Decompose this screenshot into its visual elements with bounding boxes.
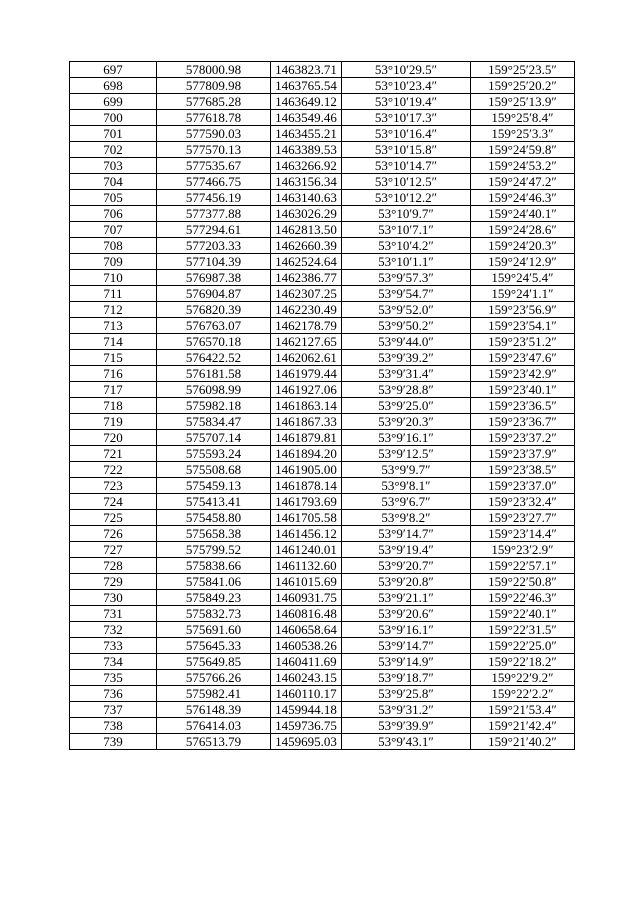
point-number-cell: 734 xyxy=(70,654,157,670)
table-row xyxy=(70,110,575,126)
y-coordinate-cell: 1463266.92 xyxy=(271,158,342,174)
latitude-cell: 53°9′6.7″ xyxy=(342,494,471,510)
point-number-cell: 706 xyxy=(70,206,157,222)
x-coordinate-cell: 575508.68 xyxy=(157,462,271,478)
longitude-cell: 159°23′37.0″ xyxy=(471,478,575,494)
latitude-cell: 53°9′14.7″ xyxy=(342,638,471,654)
table-row xyxy=(70,462,575,478)
y-coordinate-cell: 1460816.48 xyxy=(271,606,342,622)
longitude-cell: 159°23′38.5″ xyxy=(471,462,575,478)
x-coordinate-cell: 575593.24 xyxy=(157,446,271,462)
y-coordinate-cell: 1461132.60 xyxy=(271,558,342,574)
latitude-cell: 53°9′39.9″ xyxy=(342,718,471,734)
y-coordinate-cell: 1461705.58 xyxy=(271,510,342,526)
coordinates-table xyxy=(69,61,575,750)
y-coordinate-cell: 1460243.15 xyxy=(271,670,342,686)
table-row xyxy=(70,78,575,94)
latitude-cell: 53°10′17.3″ xyxy=(342,110,471,126)
latitude-cell: 53°9′25.8″ xyxy=(342,686,471,702)
longitude-cell: 159°21′53.4″ xyxy=(471,702,575,718)
longitude-cell: 159°23′42.9″ xyxy=(471,366,575,382)
y-coordinate-cell: 1462660.39 xyxy=(271,238,342,254)
table-row xyxy=(70,606,575,622)
point-number-cell: 713 xyxy=(70,318,157,334)
x-coordinate-cell: 576904.87 xyxy=(157,286,271,302)
table-row xyxy=(70,398,575,414)
point-number-cell: 697 xyxy=(70,62,157,78)
table-row xyxy=(70,334,575,350)
x-coordinate-cell: 576148.39 xyxy=(157,702,271,718)
longitude-cell: 159°23′37.9″ xyxy=(471,446,575,462)
x-coordinate-cell: 577203.33 xyxy=(157,238,271,254)
longitude-cell: 159°23′27.7″ xyxy=(471,510,575,526)
latitude-cell: 53°10′15.8″ xyxy=(342,142,471,158)
longitude-cell: 159°23′56.9″ xyxy=(471,302,575,318)
x-coordinate-cell: 575799.52 xyxy=(157,542,271,558)
table-row xyxy=(70,222,575,238)
y-coordinate-cell: 1462230.49 xyxy=(271,302,342,318)
table-row xyxy=(70,510,575,526)
longitude-cell: 159°24′28.6″ xyxy=(471,222,575,238)
point-number-cell: 730 xyxy=(70,590,157,606)
longitude-cell: 159°23′51.2″ xyxy=(471,334,575,350)
point-number-cell: 701 xyxy=(70,126,157,142)
point-number-cell: 733 xyxy=(70,638,157,654)
longitude-cell: 159°23′36.5″ xyxy=(471,398,575,414)
longitude-cell: 159°24′46.3″ xyxy=(471,190,575,206)
x-coordinate-cell: 575841.06 xyxy=(157,574,271,590)
point-number-cell: 703 xyxy=(70,158,157,174)
point-number-cell: 737 xyxy=(70,702,157,718)
x-coordinate-cell: 576820.39 xyxy=(157,302,271,318)
table-row xyxy=(70,734,575,750)
point-number-cell: 721 xyxy=(70,446,157,462)
longitude-cell: 159°23′14.4″ xyxy=(471,526,575,542)
point-number-cell: 714 xyxy=(70,334,157,350)
x-coordinate-cell: 575413.41 xyxy=(157,494,271,510)
x-coordinate-cell: 575707.14 xyxy=(157,430,271,446)
longitude-cell: 159°25′13.9″ xyxy=(471,94,575,110)
latitude-cell: 53°10′9.7″ xyxy=(342,206,471,222)
latitude-cell: 53°9′21.1″ xyxy=(342,590,471,606)
latitude-cell: 53°10′12.5″ xyxy=(342,174,471,190)
y-coordinate-cell: 1463823.71 xyxy=(271,62,342,78)
y-coordinate-cell: 1463649.12 xyxy=(271,94,342,110)
y-coordinate-cell: 1463026.29 xyxy=(271,206,342,222)
x-coordinate-cell: 575649.85 xyxy=(157,654,271,670)
point-number-cell: 719 xyxy=(70,414,157,430)
y-coordinate-cell: 1462813.50 xyxy=(271,222,342,238)
latitude-cell: 53°9′54.7″ xyxy=(342,286,471,302)
longitude-cell: 159°23′40.1″ xyxy=(471,382,575,398)
point-number-cell: 723 xyxy=(70,478,157,494)
point-number-cell: 707 xyxy=(70,222,157,238)
table-row xyxy=(70,350,575,366)
table-row xyxy=(70,670,575,686)
longitude-cell: 159°22′50.8″ xyxy=(471,574,575,590)
table-row xyxy=(70,158,575,174)
latitude-cell: 53°9′20.8″ xyxy=(342,574,471,590)
y-coordinate-cell: 1459736.75 xyxy=(271,718,342,734)
table-row xyxy=(70,174,575,190)
latitude-cell: 53°9′16.1″ xyxy=(342,622,471,638)
longitude-cell: 159°23′37.2″ xyxy=(471,430,575,446)
x-coordinate-cell: 575766.26 xyxy=(157,670,271,686)
longitude-cell: 159°23′54.1″ xyxy=(471,318,575,334)
latitude-cell: 53°9′31.2″ xyxy=(342,702,471,718)
y-coordinate-cell: 1460538.26 xyxy=(271,638,342,654)
table-row xyxy=(70,430,575,446)
point-number-cell: 712 xyxy=(70,302,157,318)
y-coordinate-cell: 1460931.75 xyxy=(271,590,342,606)
y-coordinate-cell: 1461879.81 xyxy=(271,430,342,446)
point-number-cell: 717 xyxy=(70,382,157,398)
table-row xyxy=(70,190,575,206)
x-coordinate-cell: 575691.60 xyxy=(157,622,271,638)
latitude-cell: 53°9′9.7″ xyxy=(342,462,471,478)
point-number-cell: 731 xyxy=(70,606,157,622)
longitude-cell: 159°22′25.0″ xyxy=(471,638,575,654)
table-row xyxy=(70,574,575,590)
table-row xyxy=(70,414,575,430)
latitude-cell: 53°9′43.1″ xyxy=(342,734,471,750)
latitude-cell: 53°9′52.0″ xyxy=(342,302,471,318)
y-coordinate-cell: 1460110.17 xyxy=(271,686,342,702)
x-coordinate-cell: 577294.61 xyxy=(157,222,271,238)
table-row xyxy=(70,302,575,318)
x-coordinate-cell: 576181.58 xyxy=(157,366,271,382)
y-coordinate-cell: 1459695.03 xyxy=(271,734,342,750)
y-coordinate-cell: 1461878.14 xyxy=(271,478,342,494)
longitude-cell: 159°22′57.1″ xyxy=(471,558,575,574)
table-row xyxy=(70,702,575,718)
longitude-cell: 159°22′2.2″ xyxy=(471,686,575,702)
longitude-cell: 159°23′32.4″ xyxy=(471,494,575,510)
table-row xyxy=(70,558,575,574)
point-number-cell: 710 xyxy=(70,270,157,286)
longitude-cell: 159°24′53.2″ xyxy=(471,158,575,174)
table-row xyxy=(70,318,575,334)
table-row xyxy=(70,542,575,558)
point-number-cell: 736 xyxy=(70,686,157,702)
latitude-cell: 53°9′20.6″ xyxy=(342,606,471,622)
longitude-cell: 159°23′36.7″ xyxy=(471,414,575,430)
y-coordinate-cell: 1460658.64 xyxy=(271,622,342,638)
point-number-cell: 699 xyxy=(70,94,157,110)
y-coordinate-cell: 1461793.69 xyxy=(271,494,342,510)
x-coordinate-cell: 575459.13 xyxy=(157,478,271,494)
y-coordinate-cell: 1463140.63 xyxy=(271,190,342,206)
table-row xyxy=(70,126,575,142)
table-row xyxy=(70,270,575,286)
table-row xyxy=(70,622,575,638)
latitude-cell: 53°10′16.4″ xyxy=(342,126,471,142)
y-coordinate-cell: 1463156.34 xyxy=(271,174,342,190)
table-row xyxy=(70,494,575,510)
latitude-cell: 53°9′18.7″ xyxy=(342,670,471,686)
point-number-cell: 732 xyxy=(70,622,157,638)
point-number-cell: 726 xyxy=(70,526,157,542)
point-number-cell: 738 xyxy=(70,718,157,734)
x-coordinate-cell: 575849.23 xyxy=(157,590,271,606)
point-number-cell: 704 xyxy=(70,174,157,190)
latitude-cell: 53°9′8.1″ xyxy=(342,478,471,494)
point-number-cell: 700 xyxy=(70,110,157,126)
table-row xyxy=(70,62,575,78)
table-row xyxy=(70,142,575,158)
longitude-cell: 159°24′59.8″ xyxy=(471,142,575,158)
x-coordinate-cell: 577618.78 xyxy=(157,110,271,126)
y-coordinate-cell: 1459944.18 xyxy=(271,702,342,718)
longitude-cell: 159°22′46.3″ xyxy=(471,590,575,606)
point-number-cell: 698 xyxy=(70,78,157,94)
y-coordinate-cell: 1462386.77 xyxy=(271,270,342,286)
longitude-cell: 159°25′8.4″ xyxy=(471,110,575,126)
longitude-cell: 159°22′40.1″ xyxy=(471,606,575,622)
latitude-cell: 53°9′31.4″ xyxy=(342,366,471,382)
longitude-cell: 159°21′42.4″ xyxy=(471,718,575,734)
y-coordinate-cell: 1461979.44 xyxy=(271,366,342,382)
y-coordinate-cell: 1461927.06 xyxy=(271,382,342,398)
table-row xyxy=(70,94,575,110)
point-number-cell: 728 xyxy=(70,558,157,574)
x-coordinate-cell: 577377.88 xyxy=(157,206,271,222)
table-row xyxy=(70,590,575,606)
latitude-cell: 53°9′39.2″ xyxy=(342,350,471,366)
latitude-cell: 53°10′14.7″ xyxy=(342,158,471,174)
x-coordinate-cell: 576513.79 xyxy=(157,734,271,750)
y-coordinate-cell: 1463549.46 xyxy=(271,110,342,126)
point-number-cell: 739 xyxy=(70,734,157,750)
table-row xyxy=(70,478,575,494)
x-coordinate-cell: 575658.38 xyxy=(157,526,271,542)
table-row xyxy=(70,286,575,302)
y-coordinate-cell: 1460411.69 xyxy=(271,654,342,670)
point-number-cell: 711 xyxy=(70,286,157,302)
y-coordinate-cell: 1461863.14 xyxy=(271,398,342,414)
y-coordinate-cell: 1461015.69 xyxy=(271,574,342,590)
latitude-cell: 53°10′23.4″ xyxy=(342,78,471,94)
point-number-cell: 724 xyxy=(70,494,157,510)
x-coordinate-cell: 575838.66 xyxy=(157,558,271,574)
latitude-cell: 53°10′12.2″ xyxy=(342,190,471,206)
table-row xyxy=(70,654,575,670)
latitude-cell: 53°9′28.8″ xyxy=(342,382,471,398)
latitude-cell: 53°9′50.2″ xyxy=(342,318,471,334)
point-number-cell: 725 xyxy=(70,510,157,526)
x-coordinate-cell: 577809.98 xyxy=(157,78,271,94)
point-number-cell: 705 xyxy=(70,190,157,206)
table-row xyxy=(70,206,575,222)
y-coordinate-cell: 1462062.61 xyxy=(271,350,342,366)
y-coordinate-cell: 1462178.79 xyxy=(271,318,342,334)
point-number-cell: 708 xyxy=(70,238,157,254)
point-number-cell: 720 xyxy=(70,430,157,446)
x-coordinate-cell: 577104.39 xyxy=(157,254,271,270)
y-coordinate-cell: 1462524.64 xyxy=(271,254,342,270)
x-coordinate-cell: 577570.13 xyxy=(157,142,271,158)
x-coordinate-cell: 575458.80 xyxy=(157,510,271,526)
latitude-cell: 53°10′4.2″ xyxy=(342,238,471,254)
x-coordinate-cell: 578000.98 xyxy=(157,62,271,78)
longitude-cell: 159°24′1.1″ xyxy=(471,286,575,302)
point-number-cell: 722 xyxy=(70,462,157,478)
x-coordinate-cell: 577535.67 xyxy=(157,158,271,174)
x-coordinate-cell: 577466.75 xyxy=(157,174,271,190)
x-coordinate-cell: 576422.52 xyxy=(157,350,271,366)
longitude-cell: 159°24′40.1″ xyxy=(471,206,575,222)
y-coordinate-cell: 1461456.12 xyxy=(271,526,342,542)
y-coordinate-cell: 1461867.33 xyxy=(271,414,342,430)
point-number-cell: 727 xyxy=(70,542,157,558)
y-coordinate-cell: 1461240.01 xyxy=(271,542,342,558)
y-coordinate-cell: 1462307.25 xyxy=(271,286,342,302)
x-coordinate-cell: 577685.28 xyxy=(157,94,271,110)
x-coordinate-cell: 576098.99 xyxy=(157,382,271,398)
coordinates-table-body xyxy=(70,62,575,750)
x-coordinate-cell: 576570.18 xyxy=(157,334,271,350)
longitude-cell: 159°22′9.2″ xyxy=(471,670,575,686)
latitude-cell: 53°9′16.1″ xyxy=(342,430,471,446)
table-row xyxy=(70,638,575,654)
x-coordinate-cell: 576763.07 xyxy=(157,318,271,334)
longitude-cell: 159°23′47.6″ xyxy=(471,350,575,366)
latitude-cell: 53°10′19.4″ xyxy=(342,94,471,110)
latitude-cell: 53°10′29.5″ xyxy=(342,62,471,78)
latitude-cell: 53°9′12.5″ xyxy=(342,446,471,462)
latitude-cell: 53°9′8.2″ xyxy=(342,510,471,526)
x-coordinate-cell: 575834.47 xyxy=(157,414,271,430)
longitude-cell: 159°24′5.4″ xyxy=(471,270,575,286)
latitude-cell: 53°9′14.7″ xyxy=(342,526,471,542)
latitude-cell: 53°9′57.3″ xyxy=(342,270,471,286)
x-coordinate-cell: 575982.18 xyxy=(157,398,271,414)
latitude-cell: 53°9′20.7″ xyxy=(342,558,471,574)
table-row xyxy=(70,254,575,270)
x-coordinate-cell: 576987.38 xyxy=(157,270,271,286)
latitude-cell: 53°9′25.0″ xyxy=(342,398,471,414)
longitude-cell: 159°24′47.2″ xyxy=(471,174,575,190)
x-coordinate-cell: 577456.19 xyxy=(157,190,271,206)
point-number-cell: 735 xyxy=(70,670,157,686)
point-number-cell: 716 xyxy=(70,366,157,382)
longitude-cell: 159°22′31.5″ xyxy=(471,622,575,638)
table-row xyxy=(70,526,575,542)
x-coordinate-cell: 575982.41 xyxy=(157,686,271,702)
point-number-cell: 715 xyxy=(70,350,157,366)
point-number-cell: 729 xyxy=(70,574,157,590)
y-coordinate-cell: 1461905.00 xyxy=(271,462,342,478)
table-row xyxy=(70,238,575,254)
y-coordinate-cell: 1461894.20 xyxy=(271,446,342,462)
x-coordinate-cell: 575645.33 xyxy=(157,638,271,654)
table-row xyxy=(70,446,575,462)
longitude-cell: 159°24′20.3″ xyxy=(471,238,575,254)
latitude-cell: 53°10′1.1″ xyxy=(342,254,471,270)
longitude-cell: 159°25′20.2″ xyxy=(471,78,575,94)
x-coordinate-cell: 576414.03 xyxy=(157,718,271,734)
table-row xyxy=(70,718,575,734)
longitude-cell: 159°25′23.5″ xyxy=(471,62,575,78)
x-coordinate-cell: 575832.73 xyxy=(157,606,271,622)
point-number-cell: 718 xyxy=(70,398,157,414)
table-row xyxy=(70,382,575,398)
y-coordinate-cell: 1463389.53 xyxy=(271,142,342,158)
longitude-cell: 159°25′3.3″ xyxy=(471,126,575,142)
point-number-cell: 702 xyxy=(70,142,157,158)
point-number-cell: 709 xyxy=(70,254,157,270)
longitude-cell: 159°21′40.2″ xyxy=(471,734,575,750)
longitude-cell: 159°23′2.9″ xyxy=(471,542,575,558)
longitude-cell: 159°22′18.2″ xyxy=(471,654,575,670)
latitude-cell: 53°10′7.1″ xyxy=(342,222,471,238)
y-coordinate-cell: 1463765.54 xyxy=(271,78,342,94)
y-coordinate-cell: 1462127.65 xyxy=(271,334,342,350)
latitude-cell: 53°9′14.9″ xyxy=(342,654,471,670)
y-coordinate-cell: 1463455.21 xyxy=(271,126,342,142)
table-row xyxy=(70,366,575,382)
longitude-cell: 159°24′12.9″ xyxy=(471,254,575,270)
table-row xyxy=(70,686,575,702)
latitude-cell: 53°9′19.4″ xyxy=(342,542,471,558)
latitude-cell: 53°9′44.0″ xyxy=(342,334,471,350)
latitude-cell: 53°9′20.3″ xyxy=(342,414,471,430)
x-coordinate-cell: 577590.03 xyxy=(157,126,271,142)
